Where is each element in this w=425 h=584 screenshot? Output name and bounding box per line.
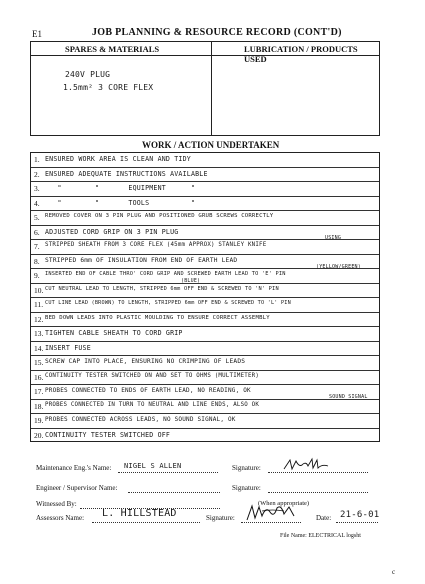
row-number: 17. [34, 387, 44, 396]
row-number: 16. [34, 372, 44, 382]
annotation-yellow-green: (YELLOW/GREEN) [316, 264, 361, 270]
work-row [31, 269, 379, 284]
row-number: 10. [34, 285, 44, 295]
work-row [31, 298, 379, 313]
annotation-using: USING [325, 235, 342, 241]
row-text: SCREW CAP INTO PLACE, ENSURING NO CRIMPING OF LEADS [45, 358, 246, 365]
engineer-signature-line [268, 492, 368, 493]
row-number: 13. [34, 329, 44, 338]
row-number: 15. [34, 358, 44, 367]
date-line [336, 522, 378, 523]
row-text: CUT NEUTRAL LEAD TO LENGTH, STRIPPED 6mm OFF END & SCREWED TO 'N' PIN [45, 285, 279, 292]
work-row [31, 211, 379, 226]
page-code: E1 [32, 29, 42, 39]
row-text: CUT LINE LEAD (BROWN) TO LENGTH, STRIPPED 6mm OFF END & SCREWED TO 'L' PIN [45, 300, 291, 306]
assessor-name-line [92, 522, 200, 523]
row-number: 20. [34, 430, 44, 440]
row-text: BED DOWN LEADS INTO PLASTIC MOULDING TO ENSURE CORRECT ASSEMBLY [45, 314, 270, 321]
row-number: 19. [34, 416, 44, 425]
row-text: CONTINUITY TESTER SWITCHED OFF [45, 430, 171, 439]
row-text: CONTINUITY TESTER SWITCHED ON AND SET TO OHMS (MULTIMETER) [45, 372, 260, 379]
annotation-blue: (BLUE) [181, 278, 201, 284]
spares-lubrication-table [30, 41, 380, 136]
row-text: PROBES CONNECTED ACROSS LEADS, NO SOUND SIGNAL, OK [45, 416, 236, 423]
assessor-signature [244, 502, 300, 522]
work-table [30, 152, 380, 442]
row-number: 1. [34, 155, 40, 164]
corner-mark: c [392, 568, 396, 576]
row-text: ENSURED ADEQUATE INSTRUCTIONS AVAILABLE [45, 169, 208, 178]
row-number: 6. [34, 227, 40, 237]
work-row [31, 385, 379, 400]
date-label: Date: [316, 514, 332, 522]
row-number: 2. [34, 169, 40, 179]
work-row [31, 414, 379, 429]
row-number: 9. [34, 271, 40, 280]
work-row [31, 429, 379, 444]
row-text: REMOVED COVER ON 3 PIN PLUG AND POSITIONED GRUB SCREWS CORRECTLY [45, 213, 274, 219]
date-value: 21-6-01 [340, 510, 380, 520]
spare-item: 240V PLUG [65, 70, 111, 79]
work-row [31, 168, 379, 183]
work-heading: WORK / ACTION UNDERTAKEN [142, 140, 280, 150]
work-row [31, 342, 379, 357]
row-text: TIGHTEN CABLE SHEATH TO CORD GRIP [45, 329, 183, 337]
witnessed-label: Witnessed By: [36, 500, 77, 508]
annotation-sound-signal: SOUND SIGNAL [329, 394, 368, 400]
row-text: INSERT FUSE [45, 343, 91, 352]
work-row [31, 284, 379, 299]
assessor-name-label: Assessors Name: [36, 514, 85, 522]
row-text: " " EQUIPMENT " [45, 184, 196, 192]
work-row [31, 371, 379, 386]
file-name: File Name: ELECTRICAL logsht [280, 533, 361, 539]
engineer-signature-label: Signature: [232, 484, 261, 492]
row-text: ADJUSTED CORD GRIP ON 3 PIN PLUG [45, 227, 179, 236]
maintenance-signature [282, 457, 332, 473]
row-number: 11. [34, 300, 44, 309]
row-text: ENSURED WORK AREA IS CLEAN AND TIDY [45, 155, 191, 163]
work-row [31, 153, 379, 168]
row-number: 4. [34, 198, 40, 208]
spare-item: 1.5mm² 3 CORE FLEX [63, 83, 154, 92]
row-text: STRIPPED 6mm OF INSULATION FROM END OF EARTH LEAD [45, 256, 238, 264]
row-number: 8. [34, 256, 40, 266]
maintenance-signature-label: Signature: [232, 464, 261, 472]
page-title: JOB PLANNING & RESOURCE RECORD (CONT'D) [92, 27, 342, 38]
maintenance-name-value: NIGEL S ALLEN [124, 462, 182, 470]
row-text: STRIPPED SHEATH FROM 3 CORE FLEX (45mm APPROX) STANLEY KNIFE [45, 242, 267, 248]
maintenance-name-line [118, 472, 218, 473]
work-row [31, 240, 379, 255]
row-text: " " TOOLS " [45, 198, 196, 207]
row-number: 7. [34, 242, 40, 251]
spares-heading: SPARES & MATERIALS [65, 44, 160, 54]
work-row [31, 356, 379, 371]
row-number: 18. [34, 401, 44, 411]
work-row [31, 313, 379, 328]
row-number: 14. [34, 343, 44, 353]
row-text: PROBES CONNECTED IN TURN TO NEUTRAL AND LINE ENDS, ALSO OK [45, 401, 260, 408]
assessor-name-value: L. HILLSTEAD [102, 508, 177, 519]
assessor-signature-label: Signature: [206, 514, 235, 522]
row-number: 5. [34, 213, 40, 222]
work-row [31, 197, 379, 212]
engineer-name-label: Engineer / Supervisor Name: [36, 484, 118, 492]
work-row [31, 327, 379, 342]
lubrication-heading: LUBRICATION / PRODUCTS USED [244, 44, 358, 64]
when-appropriate-label: (When appropriate) [258, 500, 310, 507]
engineer-name-line [128, 492, 220, 493]
row-number: 12. [34, 314, 44, 324]
work-row [31, 182, 379, 197]
work-row [31, 400, 379, 415]
maintenance-name-label: Maintenance Eng.'s Name: [36, 464, 112, 472]
assessor-signature-line [241, 522, 301, 523]
row-text: INSERTED END OF CABLE THRO' CORD GRIP AND SCREWED EARTH LEAD TO 'E' PIN [45, 271, 286, 277]
row-number: 3. [34, 184, 40, 193]
row-text: PROBES CONNECTED TO ENDS OF EARTH LEAD, NO READING, OK [45, 387, 251, 394]
